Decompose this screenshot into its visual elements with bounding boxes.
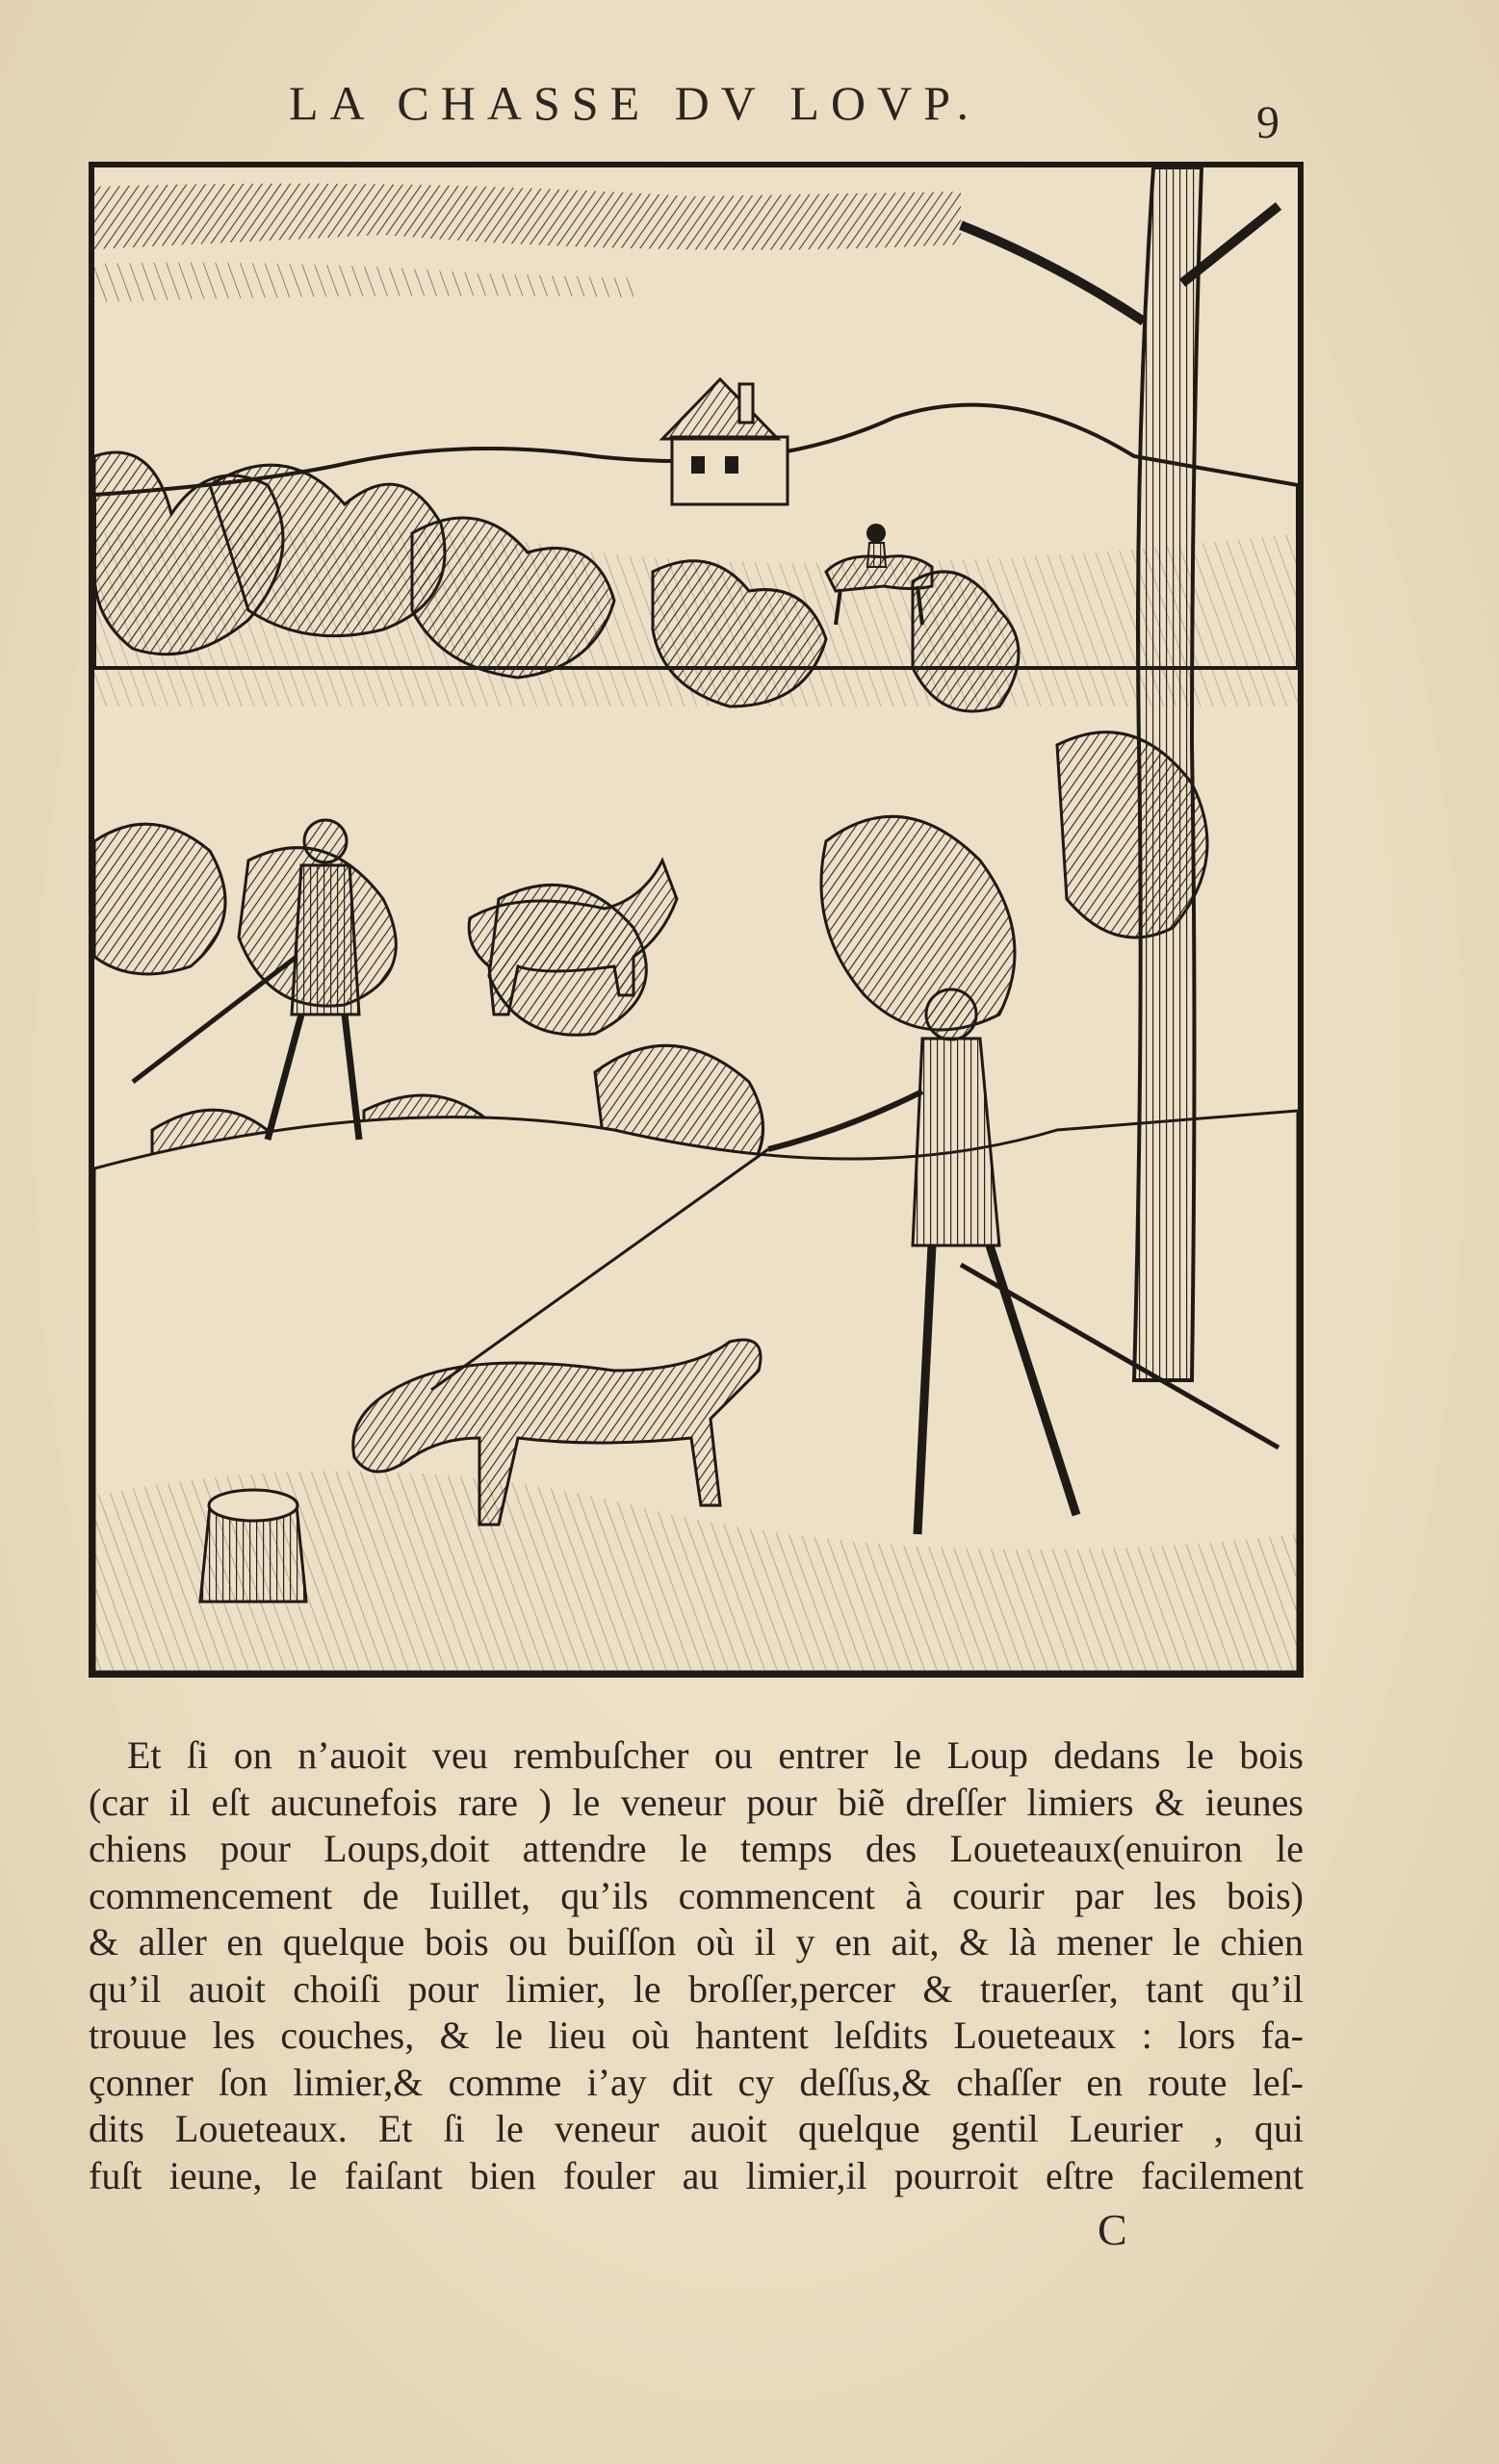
text-line: fuſt ieune, le faiſant bien fouler au limier,il pourroit eſtre facilement xyxy=(89,2153,1304,2197)
woodcut-illustration xyxy=(89,162,1304,1678)
text-line: (car il eſt aucunefois rare ) le veneur pour biẽ dreſſer limiers & ieunes xyxy=(89,1780,1304,1824)
page-number: 9 xyxy=(1256,97,1279,148)
text-line: commencement de Iuillet, qu’ils commencent à courir par les bois) xyxy=(89,1873,1304,1917)
signature-mark: C xyxy=(1098,2205,1127,2254)
woodcut-drawing xyxy=(94,167,1298,1672)
text-line: dits Loueteaux. Et ſi le veneur auoit quelque gentil Leurier , qui xyxy=(89,2107,1304,2150)
text-line: chiens pour Loups,doit attendre le temps des Loueteaux(enuiron le xyxy=(89,1827,1304,1870)
tree-stump xyxy=(200,1490,306,1602)
text-line: Et ſi on n’auoit veu rembuſcher ou entrer le Loup dedans le bois xyxy=(127,1733,1304,1777)
text-line: qu’il auoit choiſi pour limier, le broſſer,percer & trauerſer, tant qu’il xyxy=(89,1966,1304,2011)
running-head: LA CHASSE DV LOVP. xyxy=(289,76,980,130)
text-line: & aller en quelque bois ou buiſſon où il y en ait, & là mener le chien xyxy=(89,1920,1304,1964)
text-line: çonner ſon limier,& comme i’ay dit cy deſſus,& chaſſer en route leſ- xyxy=(89,2060,1304,2104)
body-paragraph xyxy=(89,1732,1304,2199)
text-line: trouue les couches, & le lieu où hantent leſdits Loueteaux : lors fa- xyxy=(89,2014,1304,2057)
